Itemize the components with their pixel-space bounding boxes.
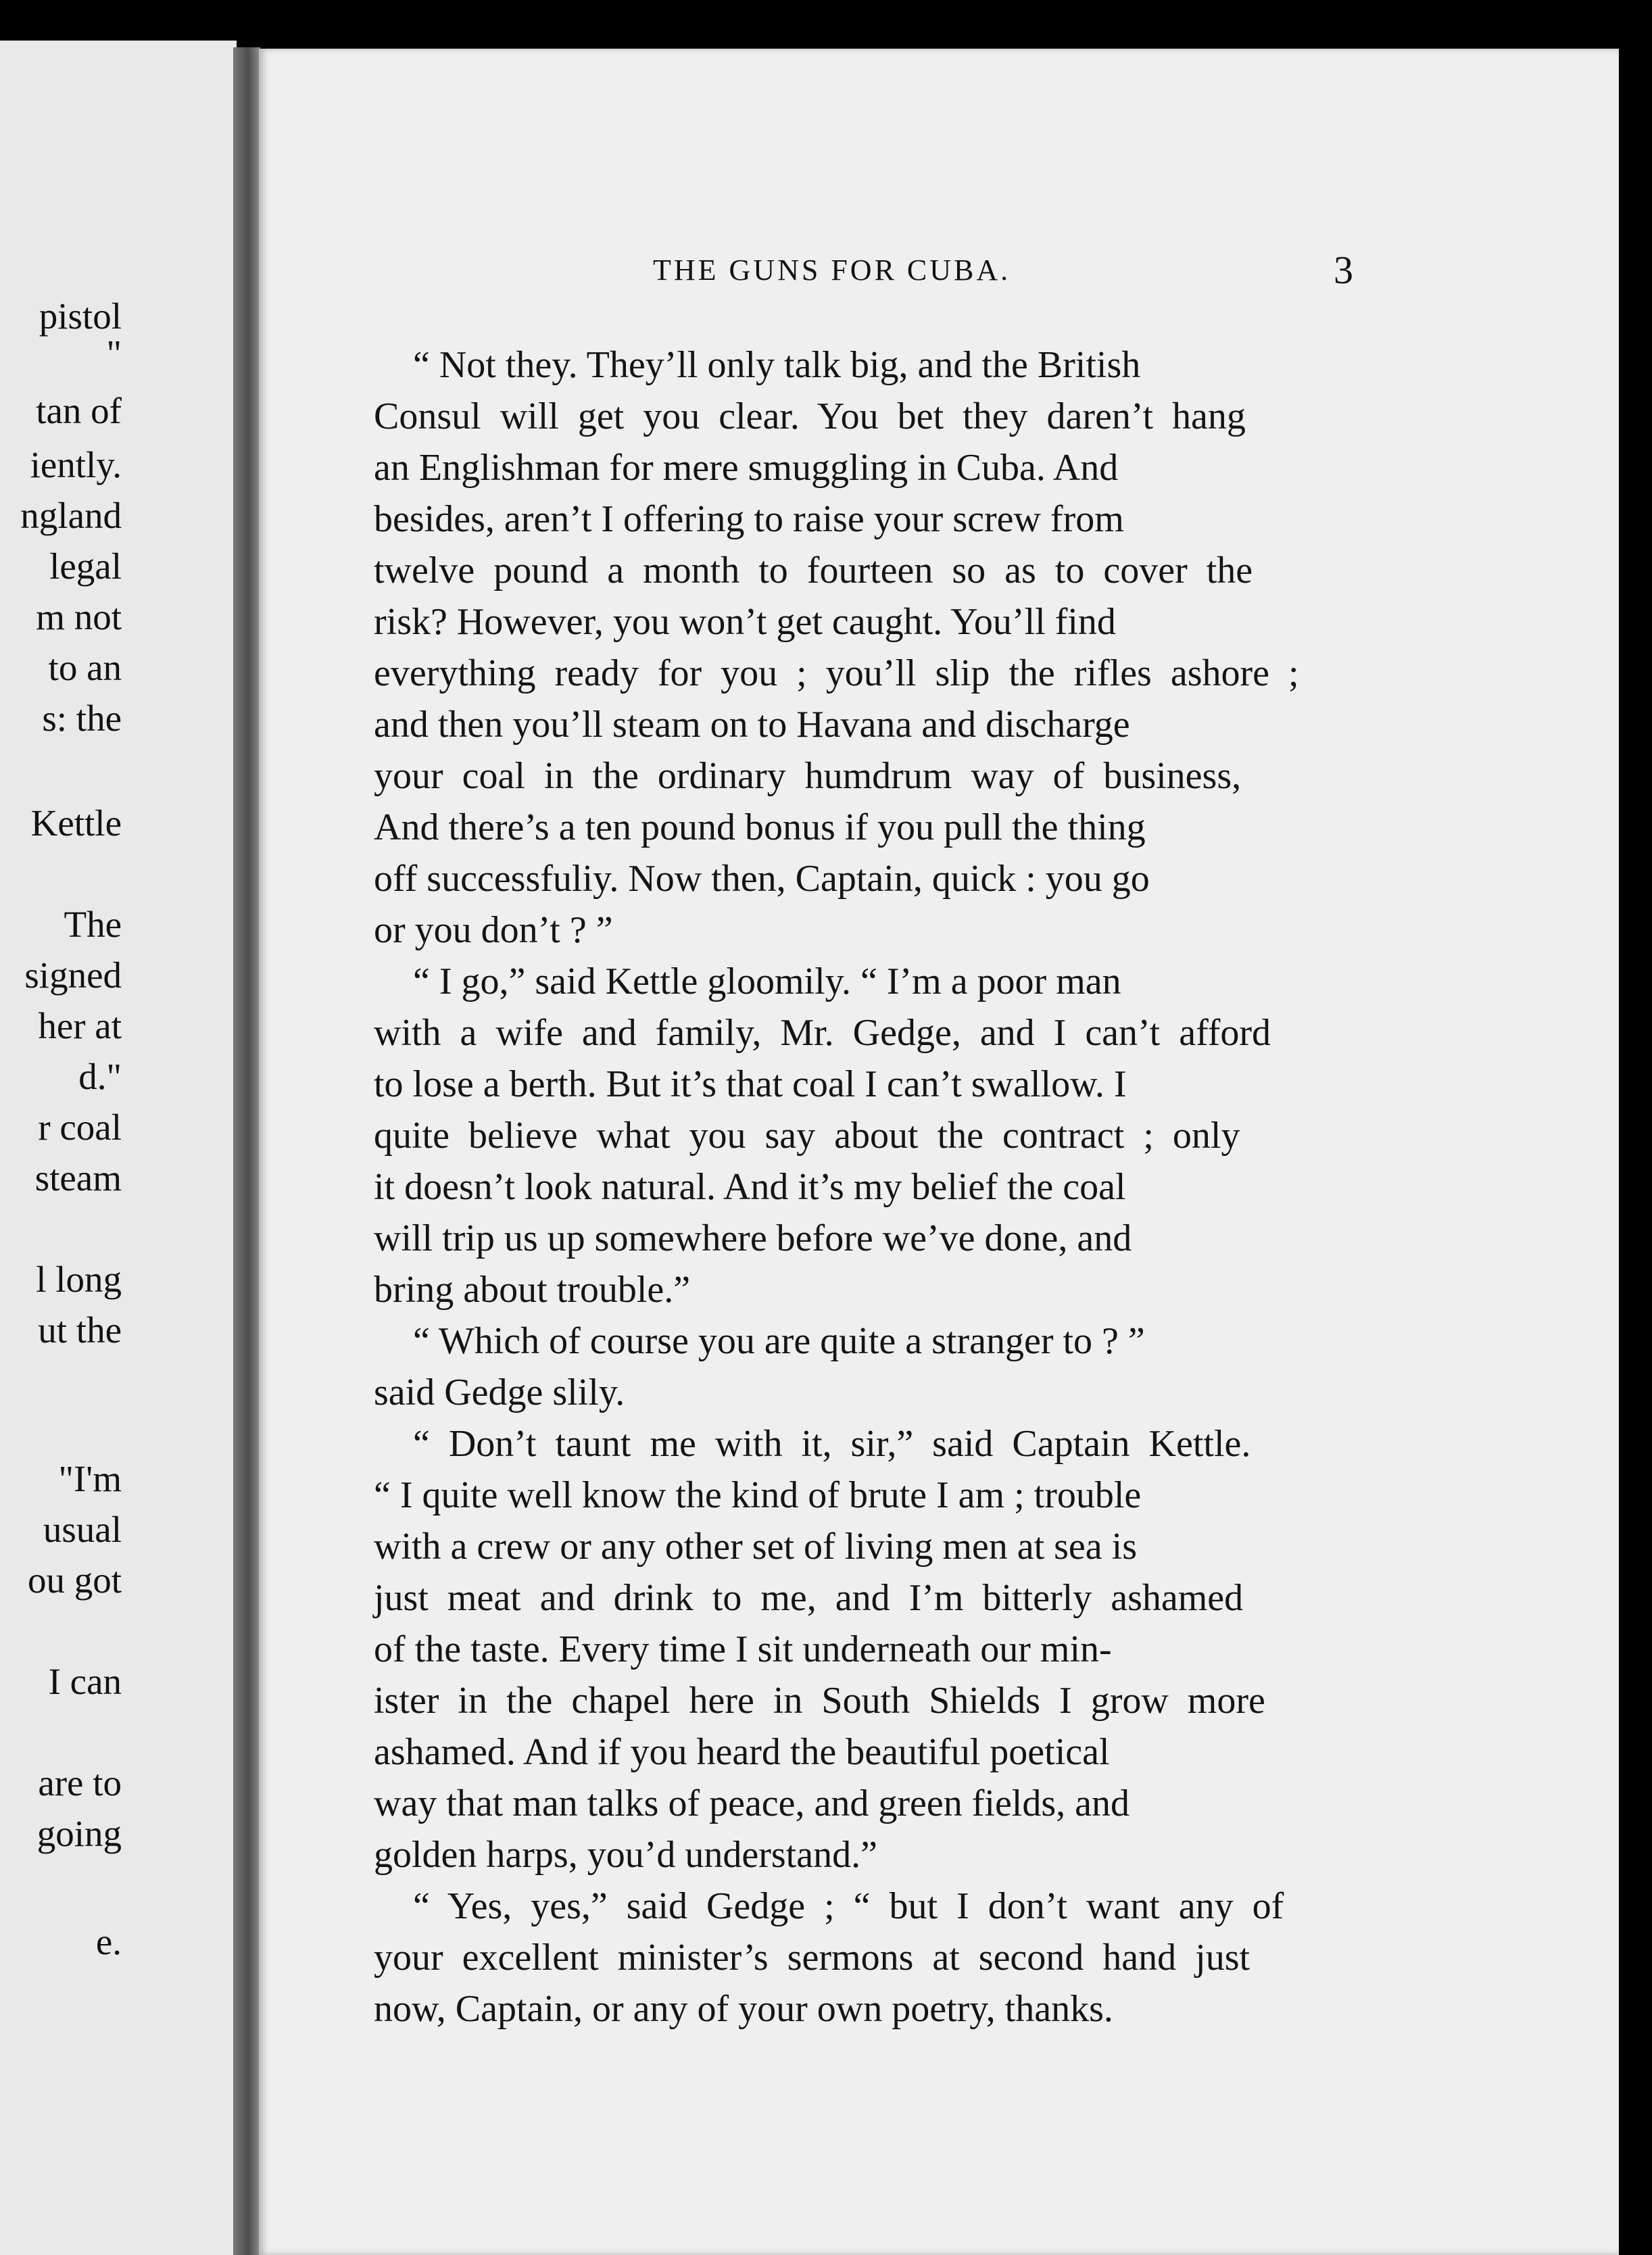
text-line: will trip us up somewhere before we’ve done, and — [374, 1217, 1132, 1259]
text-line: twelve pound a month to fourteen so as to cover the — [374, 550, 1253, 591]
book-gutter — [233, 47, 260, 2255]
text-line: with a wife and family, Mr. Gedge, and I can’t afford — [374, 1012, 1271, 1054]
running-title: THE GUNS FOR CUBA. — [653, 253, 1011, 287]
left-page-fragment: to an — [48, 647, 122, 688]
left-page-fragment: legal — [49, 545, 122, 587]
text-line: just meat and drink to me, and I’m bitterly ashamed — [374, 1577, 1244, 1619]
left-page-fragment: going — [37, 1813, 122, 1854]
left-page-fragment: "I'm — [58, 1458, 122, 1499]
text-line: “ I quite well know the kind of brute I am ; trouble — [374, 1474, 1142, 1516]
text-line: “ Which of course you are quite a stranger to ? ” — [413, 1320, 1145, 1362]
text-line: risk? However, you won’t get caught. You’ll find — [374, 601, 1116, 643]
text-line: And there’s a ten pound bonus if you pull the thing — [374, 806, 1146, 848]
text-line: and then you’ll steam on to Havana and discharge — [374, 704, 1130, 746]
page-number: 3 — [1334, 248, 1353, 292]
left-page-fragment: signed — [24, 954, 122, 996]
book-page — [259, 49, 1619, 2255]
text-line: everything ready for you ; you’ll slip the rifles ashore ; — [374, 652, 1299, 694]
left-page-fragment: ngland — [20, 495, 122, 536]
text-line: off successfuliy. Now then, Captain, quick : you go — [374, 858, 1150, 900]
text-line: or you don’t ? ” — [374, 909, 613, 951]
left-page-fragment: e. — [95, 1921, 122, 1962]
left-page-fragment: l long — [36, 1259, 122, 1300]
text-line: quite believe what you say about the contract ; only — [374, 1115, 1240, 1157]
left-facing-page — [0, 41, 237, 2255]
text-line: an Englishman for mere smuggling in Cuba. And — [374, 447, 1119, 489]
left-page-fragment: pistol — [39, 295, 122, 337]
text-line: “ Not they. They’ll only talk big, and the British — [413, 344, 1141, 386]
text-line: ister in the chapel here in South Shields I grow more — [374, 1680, 1265, 1722]
left-page-fragment: The — [64, 904, 122, 945]
text-line: bring about trouble.” — [374, 1269, 691, 1311]
text-line: your coal in the ordinary humdrum way of business, — [374, 755, 1242, 797]
text-line: Consul will get you clear. You bet they daren’t hang — [374, 395, 1246, 437]
left-page-fragment: tan of — [36, 390, 122, 431]
left-page-fragment: ou got — [27, 1559, 122, 1601]
text-line: with a crew or any other set of living men at sea is — [374, 1526, 1137, 1568]
left-page-fragment: s: the — [42, 698, 122, 739]
left-page-fragment: ut the — [38, 1309, 122, 1351]
text-line: it doesn’t look natural. And it’s my belief the coal — [374, 1166, 1126, 1208]
text-line: of the taste. Every time I sit underneath our min- — [374, 1628, 1112, 1670]
left-page-fragment: I can — [48, 1661, 122, 1702]
left-page-fragment: Kettle — [30, 802, 122, 844]
text-line: “ Don’t taunt me with it, sir,” said Captain Kettle. — [413, 1423, 1251, 1465]
left-page-fragment: her at — [38, 1005, 122, 1046]
text-line: “ I go,” said Kettle gloomily. “ I’m a poor man — [413, 961, 1121, 1002]
text-line: way that man talks of peace, and green fields, and — [374, 1783, 1130, 1824]
page-header — [259, 248, 1619, 300]
left-page-fragment: usual — [43, 1509, 122, 1550]
text-line: ashamed. And if you heard the beautiful poetical — [374, 1731, 1110, 1773]
text-line: besides, aren’t I offering to raise your screw from — [374, 498, 1124, 540]
text-line: now, Captain, or any of your own poetry, thanks. — [374, 1988, 1113, 2030]
left-page-fragment: are to — [38, 1762, 122, 1803]
text-line: to lose a berth. But it’s that coal I can’t swallow. I — [374, 1063, 1127, 1105]
left-page-fragment: iently. — [30, 444, 122, 485]
left-page-fragment: steam — [34, 1157, 122, 1198]
left-page-fragment: " — [106, 333, 122, 374]
text-line: said Gedge slily. — [374, 1372, 625, 1413]
text-line: “ Yes, yes,” said Gedge ; “ but I don’t want any of — [413, 1885, 1284, 1927]
text-line: golden harps, you’d understand.” — [374, 1834, 877, 1876]
left-page-fragment: r coal — [38, 1107, 122, 1148]
left-page-fragment: m not — [36, 596, 122, 637]
text-line: your excellent minister’s sermons at second hand just — [374, 1937, 1250, 1979]
left-page-fragment: d." — [78, 1056, 122, 1097]
